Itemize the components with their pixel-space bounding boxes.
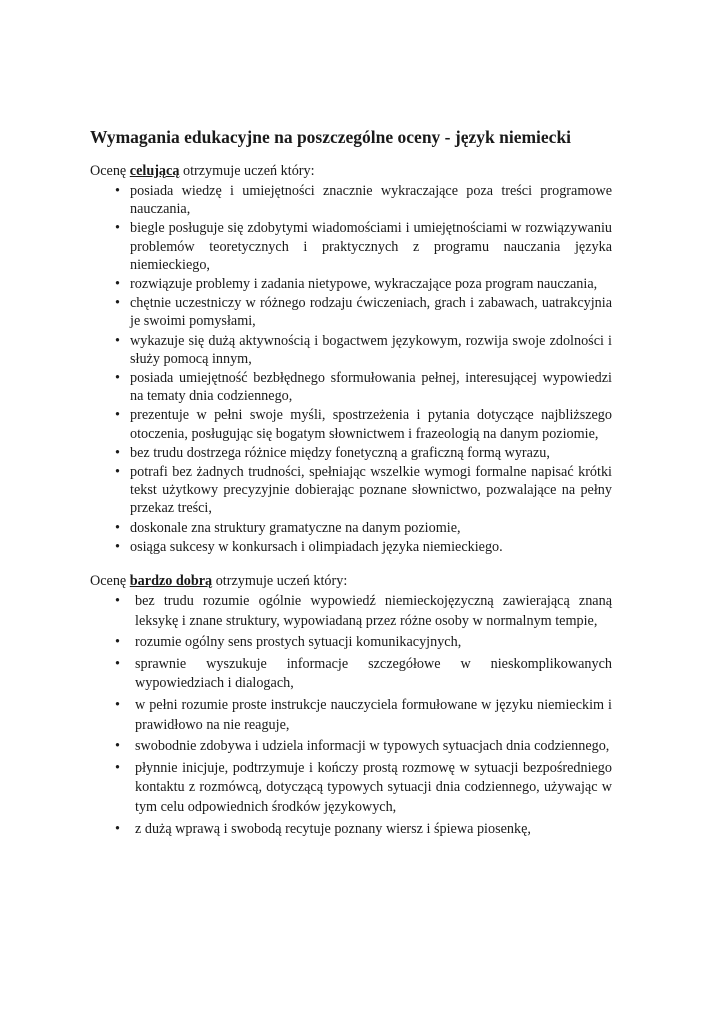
requirement-item: • w pełni rozumie proste instrukcje nauczyciela formułowane w języku niemieckim i prawidłowo na nie reaguje, (115, 696, 612, 735)
section-celujaca (90, 162, 612, 556)
requirement-item: • płynnie inicjuje, podtrzymuje i kończy prostą rozmowę w sytuacji bezpośredniego kontaktu z rozmówcą, dotyczącą typowych sytuacji dnia codziennego, używając w tym celu odpowiednich środków językowych, (115, 759, 612, 818)
requirement-item: • posiada wiedzę i umiejętności znacznie wykraczające poza treści programowe nauczania, (115, 182, 612, 218)
intro-suffix: otrzymuje uczeń który: (179, 163, 315, 179)
intro-prefix: Ocenę (90, 163, 130, 179)
section-bardzo-dobra (90, 572, 612, 839)
section-intro (90, 162, 612, 181)
intro-prefix: Ocenę (90, 573, 130, 590)
requirement-item: • doskonale zna struktury gramatyczne na danym poziomie, (115, 519, 612, 537)
requirement-item: • z dużą wprawą i swobodą recytuje poznany wiersz i śpiewa piosenkę, (115, 820, 612, 840)
requirement-item: • prezentuje w pełni swoje myśli, spostrzeżenia i pytania dotyczące najbliższego otoczenia, posługując się bogatym słownictwem i frazeologią na danym poziomie, (115, 406, 612, 442)
intro-suffix: otrzymuje uczeń który: (212, 573, 348, 590)
grade-label: bardzo dobrą (129, 573, 213, 590)
grade-label: celującą (129, 163, 180, 179)
requirement-item: • rozumie ogólny sens prostych sytuacji komunikacyjnych, (115, 633, 612, 653)
requirements-list (90, 592, 612, 839)
requirement-item: • swobodnie zdobywa i udziela informacji w typowych sytuacjach dnia codziennego, (115, 737, 612, 757)
requirement-item: • chętnie uczestniczy w różnego rodzaju ćwiczeniach, grach i zabawach, uatrakcyjnia je swoimi pomysłami, (115, 294, 612, 330)
requirement-item: • osiąga sukcesy w konkursach i olimpiadach języka niemieckiego. (115, 538, 612, 556)
requirement-item: • posiada umiejętność bezbłędnego sformułowania pełnej, interesującej wypowiedzi na tematy dnia codziennego, (115, 369, 612, 405)
document-title: Wymagania edukacyjne na poszczególne oceny - język niemiecki (90, 127, 572, 147)
requirement-item: • rozwiązuje problemy i zadania nietypowe, wykraczające poza program nauczania, (115, 275, 612, 293)
requirement-item: • bez trudu dostrzega różnice między fonetyczną a graficzną formą wyrazu, (115, 444, 612, 462)
requirement-item: • wykazuje się dużą aktywnością i bogactwem językowym, rozwija swoje zdolności i służy pomocą innym, (115, 332, 612, 368)
requirement-item: • biegle posługuje się zdobytymi wiadomościami i umiejętnościami w rozwiązywaniu problemów teoretycznych i praktycznych z programu nauczania języka niemieckiego, (115, 219, 612, 274)
requirement-item: • potrafi bez żadnych trudności, spełniając wszelkie wymogi formalne napisać krótki tekst użytkowy precyzyjnie dobierając poznane słownictwo, pozwalające na pełny przekaz treści, (115, 463, 612, 518)
requirement-item: • sprawnie wyszukuje informacje szczegółowe w nieskomplikowanych wypowiedziach i dialogach, (115, 655, 612, 694)
requirements-list (90, 182, 612, 556)
requirement-item: • bez trudu rozumie ogólnie wypowiedź niemieckojęzyczną zawierającą znaną leksykę i znane struktury, wypowiadaną przez różne osoby w normalnym tempie, (115, 592, 612, 631)
section-intro (90, 572, 612, 591)
